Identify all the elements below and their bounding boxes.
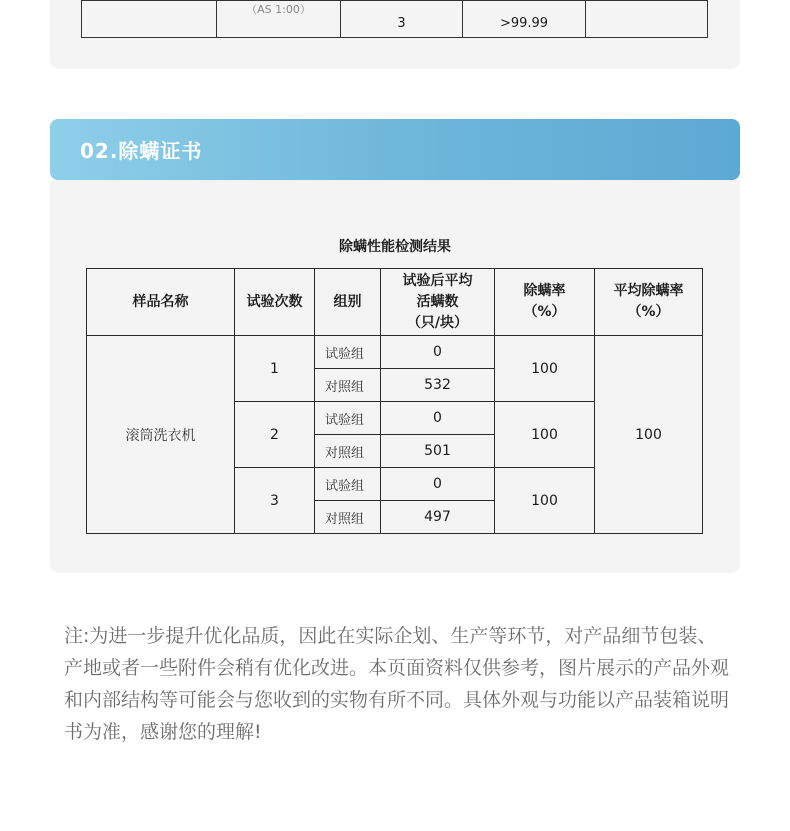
rate-cell: >99.99	[463, 1, 586, 38]
count-cell: 532	[381, 369, 495, 402]
table-header-row	[87, 269, 703, 336]
count-cell: 0	[381, 336, 495, 369]
group-cell: 试验组	[315, 402, 381, 435]
cut-off-cell: （AS 1:00）	[217, 1, 341, 38]
table-row	[87, 336, 703, 369]
header-average-rate: 平均除螨率 （%）	[595, 269, 703, 336]
section-title: 02.除螨证书	[80, 139, 203, 163]
previous-result-table	[81, 0, 708, 38]
count-cell: 497	[381, 501, 495, 534]
count-cell: 501	[381, 435, 495, 468]
header-rate: 除螨率 （%）	[495, 269, 595, 336]
group-cell: 对照组	[315, 435, 381, 468]
trial-number-cell: 2	[235, 402, 315, 468]
table-title: 除螨性能检测结果	[339, 239, 451, 255]
count-cell: 0	[381, 468, 495, 501]
mite-removal-result-table	[86, 268, 703, 534]
trial-times-cell: 3	[341, 1, 463, 38]
header-sample: 样品名称	[87, 269, 235, 336]
header-group: 组别	[315, 269, 381, 336]
header-avg-count: 试验后平均 活螨数 （只/块）	[381, 269, 495, 336]
count-cell: 0	[381, 402, 495, 435]
group-cell: 对照组	[315, 501, 381, 534]
trial-number-cell: 3	[235, 468, 315, 534]
rate-cell: 100	[495, 468, 595, 534]
rate-cell: 100	[495, 402, 595, 468]
sample-name-cell: 滚筒洗衣机	[87, 336, 235, 534]
rate-cell: 100	[495, 336, 595, 402]
trial-number-cell: 1	[235, 336, 315, 402]
group-cell: 试验组	[315, 468, 381, 501]
group-cell: 对照组	[315, 369, 381, 402]
group-cell: 试验组	[315, 336, 381, 369]
disclaimer-note: 注:为进一步提升优化品质，因此在实际企划、生产等环节，对产品细节包装、产地或者一些附件会稍有优化改进。本页面资料仅供参考，图片展示的产品外观和内部结构等可能会与您收到的实物有所不同。具体外观与功能以产品装箱说明书为准，感谢您的理解!	[64, 625, 730, 743]
header-times: 试验次数	[235, 269, 315, 336]
section-header	[50, 119, 740, 180]
average-rate-cell: 100	[595, 336, 703, 534]
